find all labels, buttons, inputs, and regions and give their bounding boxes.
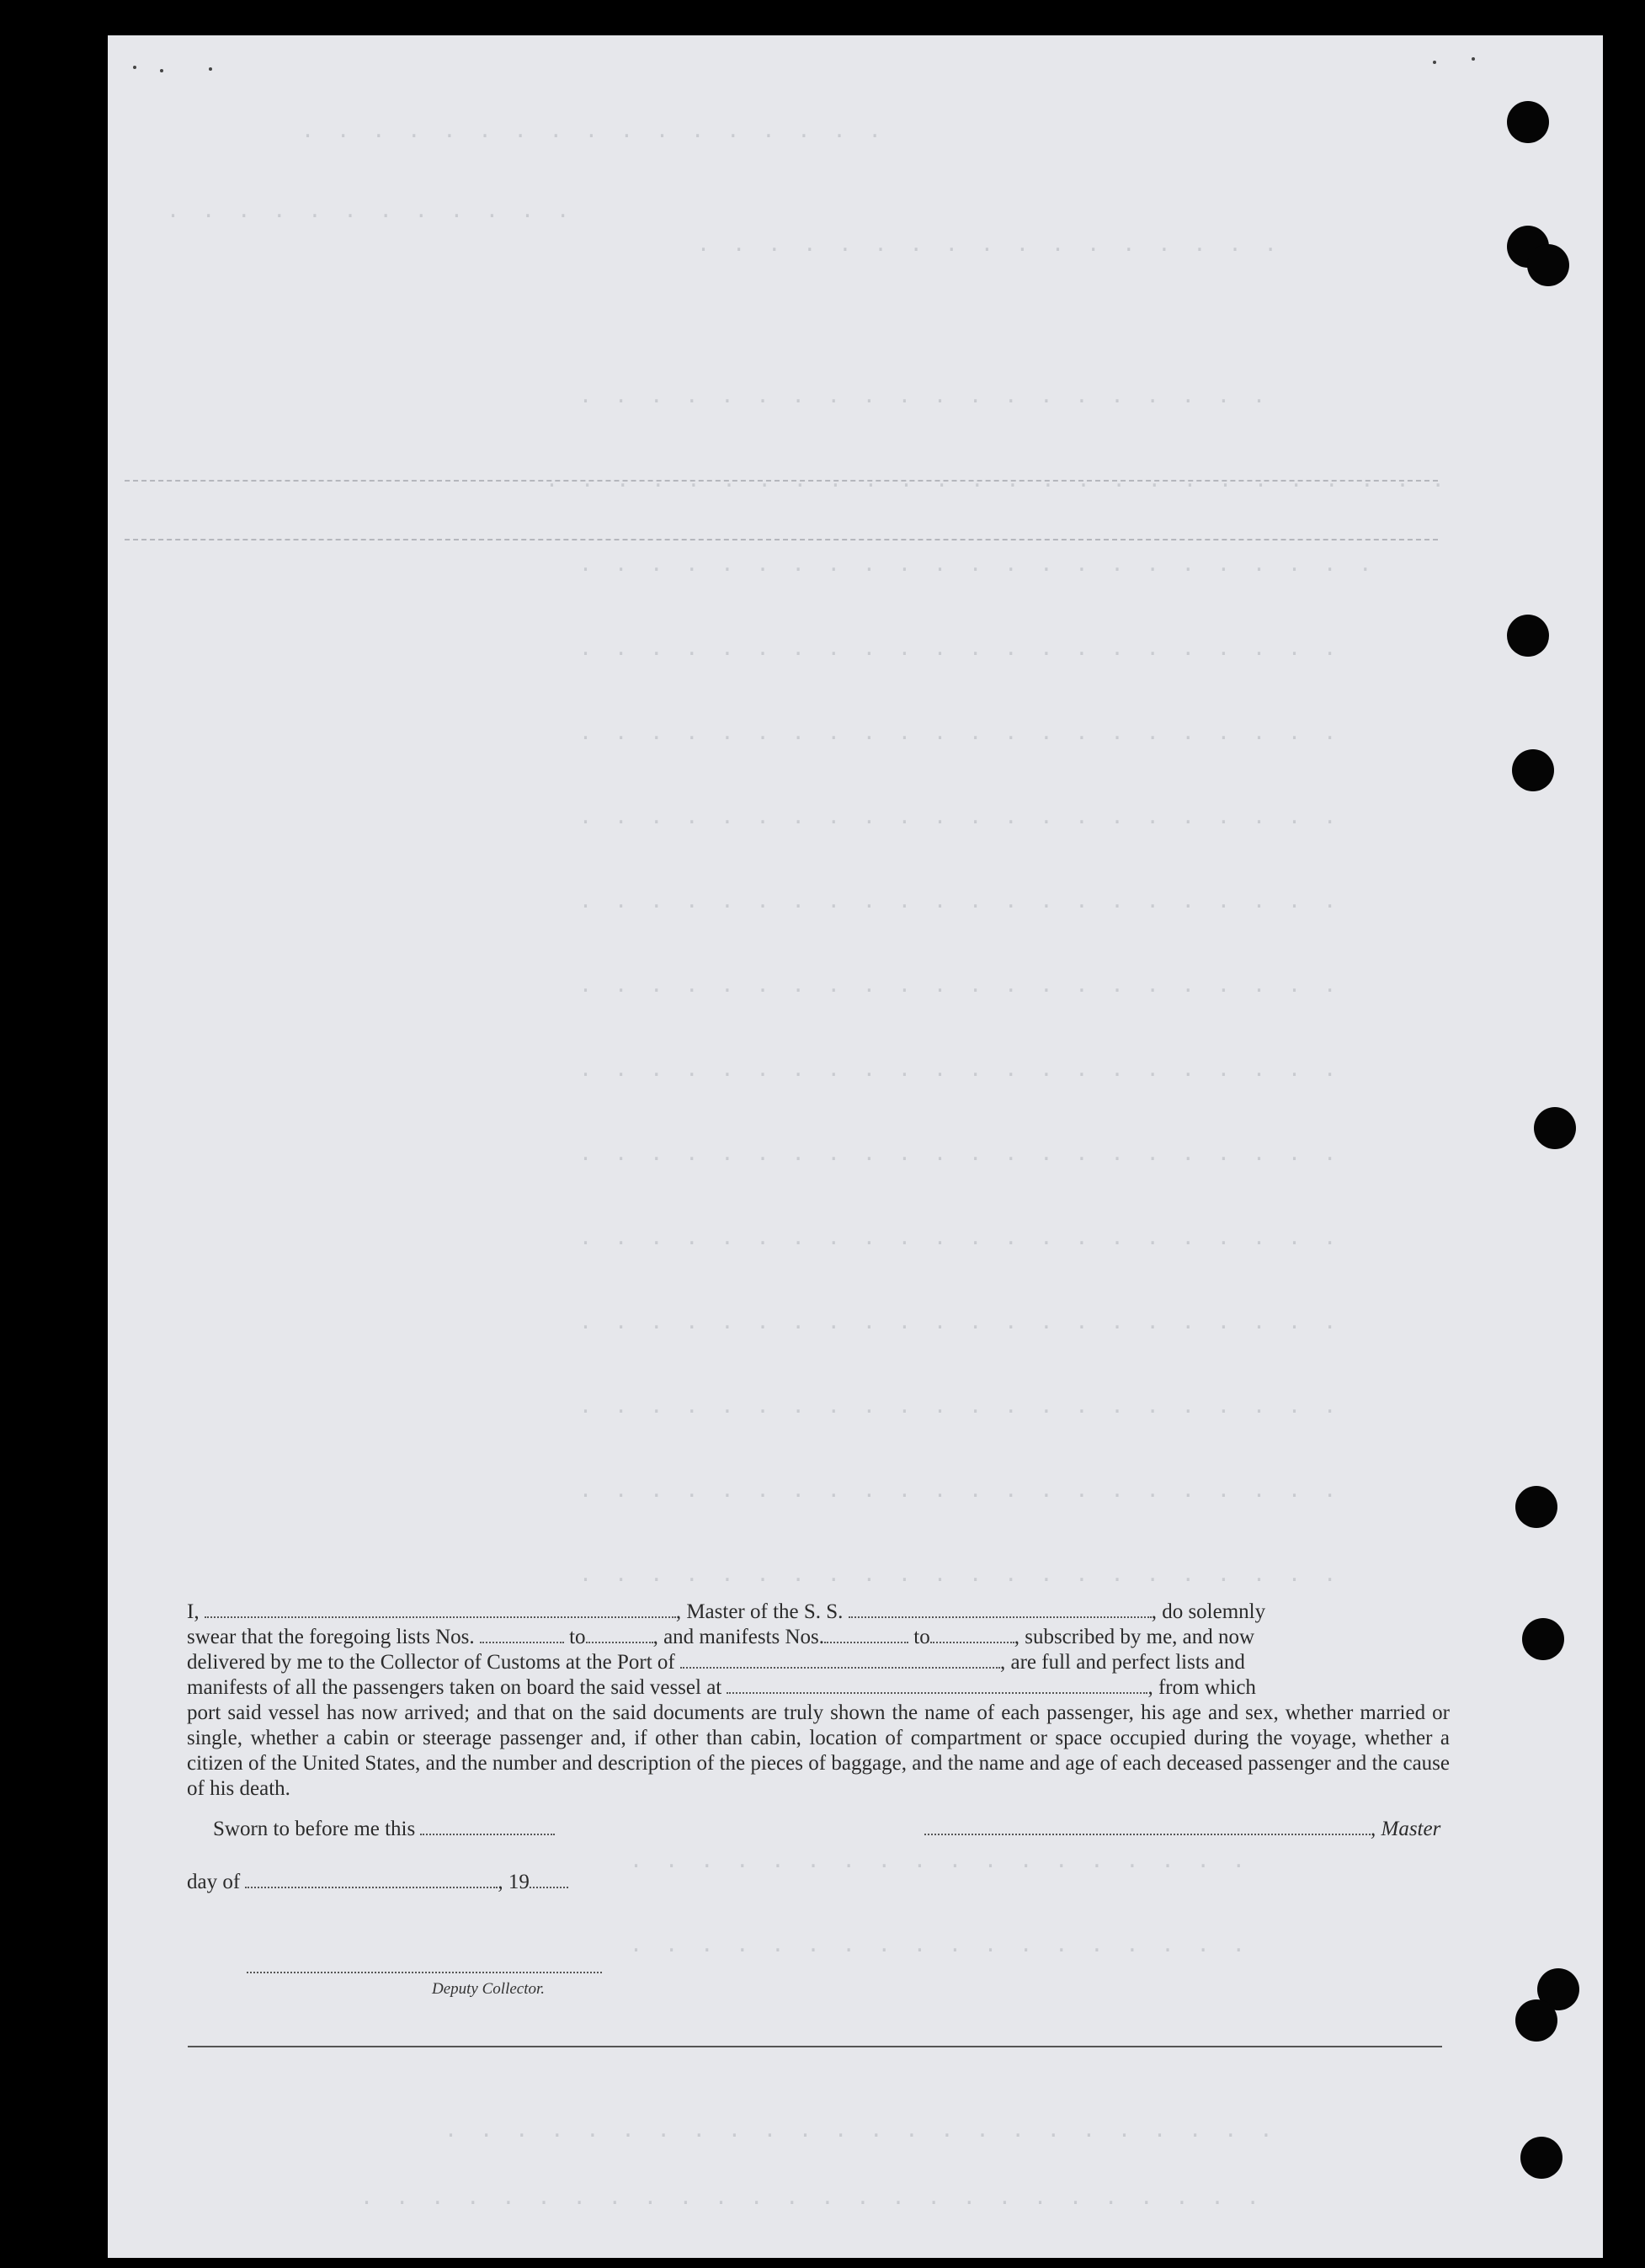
- punch-hole: [1520, 2137, 1562, 2179]
- manifests-to-field: [930, 1626, 1014, 1643]
- deputy-collector-label: Deputy Collector.: [432, 1980, 546, 1998]
- sworn-line: [213, 1818, 555, 1841]
- speck: [1433, 61, 1436, 64]
- oath-do-solemnly: , do solemnly: [1151, 1600, 1266, 1623]
- month-field: [245, 1871, 498, 1888]
- oath-body: port said vessel has now arrived; and that on the said documents are truly shown the name of each passenger, his age and sex, whether married or single, whether a cabin or steerage passenger and, if other than cabin, location of compartment or space occupied during the voyage, whether a citizen of the United States, and the number and description of the pieces of baggage, and the name and age of each deceased passenger and the cause of his death.: [187, 1701, 1450, 1800]
- oath-paragraph: [187, 1600, 1450, 1802]
- master-name-field: [205, 1601, 676, 1618]
- ghost-rule: [125, 539, 1438, 540]
- sworn-label: Sworn to before me this: [213, 1818, 416, 1840]
- oath-to-1: to: [569, 1626, 586, 1648]
- oath-port-of: delivered by me to the Collector of Customs at the Port of: [187, 1651, 675, 1674]
- vessel-name-field: [849, 1601, 1152, 1618]
- lists-from-field: [480, 1626, 564, 1643]
- oath-taken-on-board: manifests of all the passengers taken on board the said vessel at: [187, 1676, 722, 1699]
- oath-line-4: [187, 1675, 1450, 1701]
- day-of-label: day of: [187, 1871, 241, 1893]
- bleed-through-text: · · · · · · · · · · · · · · · · · · · · · · · · · · · · · · · · · · · · · · · · · · · · · · · · · · · · · · · · · · · · · · · · · · · · · · · · · · · · · · · · · · · · · · · · · · · · · · · · · · · · · · · · · · · · · · · · · · · · · · · · · · · · · · · · · · · · · · · · · · · · · · · · · · · · · · · · · · · · · · · · · · · · · · · · · · · · · · · · · · · · · · · · · · · · · · · · · · · · · · · · · · · · · · · · · · · · · · · · · · · · · · · · · · · · · · · · · · · · · · · · · · · · · · · · · · · · · · · · · · · · · · · · · · · · · · · · · · · · · · · · · · · · · · · · · · · · · · · · · · · · · · · · · · · · · · · · · · · · · · · · · · · · · · · · · · · · · · · · · · · · · · · · · · · · · · · · · · · · · · · · · · · · · · · · · · · · · · · · · · · · · · · · · · · · · · · · · · · · · · · · · · · · · · · · · · · · · · · · · · · · · · · · · · · · · · · · · · · · · · · · · · · · · · · · · · · · · · · · · · · · · · · · ·: [167, 124, 1450, 2215]
- speck: [133, 66, 136, 69]
- oath-master-of: , Master of the S. S.: [675, 1600, 844, 1623]
- oath-full-perfect: , are full and perfect lists and: [1000, 1651, 1245, 1674]
- bottom-rule: [188, 2046, 1442, 2047]
- punch-hole: [1522, 1618, 1564, 1660]
- deputy-signature-field: [247, 1972, 602, 1973]
- manifest-page: [108, 35, 1603, 2258]
- oath-line-3: [187, 1650, 1450, 1675]
- year-label: , 19: [498, 1871, 530, 1893]
- oath-manifests-nos: , and manifests Nos.: [652, 1626, 825, 1648]
- master-label: , Master: [1371, 1818, 1441, 1840]
- punch-hole: [1507, 615, 1549, 657]
- departure-port-field: [727, 1677, 1147, 1694]
- speck: [160, 69, 163, 72]
- punch-hole: [1512, 749, 1554, 791]
- oath-to-2: to: [913, 1626, 930, 1648]
- oath-subscribed: , subscribed by me, and now: [1014, 1626, 1255, 1648]
- master-signature-line: [924, 1818, 1440, 1841]
- port-field: [680, 1652, 1000, 1669]
- punch-hole: [1527, 244, 1569, 286]
- speck: [209, 67, 212, 71]
- lists-to-field: [586, 1626, 653, 1643]
- oath-line-2: [187, 1625, 1450, 1650]
- oath-lists-nos: swear that the foregoing lists Nos.: [187, 1626, 475, 1648]
- master-signature-field: [924, 1818, 1371, 1835]
- oath-line-1: [187, 1600, 1450, 1625]
- ghost-rule: [125, 480, 1438, 482]
- speck: [1472, 57, 1475, 61]
- punch-hole: [1534, 1107, 1576, 1149]
- oath-from-which: , from which: [1147, 1676, 1256, 1699]
- oath-lead: I,: [187, 1600, 200, 1623]
- punch-hole: [1507, 101, 1549, 143]
- punch-hole: [1515, 1486, 1557, 1528]
- punch-hole: [1515, 1999, 1557, 2042]
- sworn-day-field: [420, 1818, 555, 1835]
- year-field: [530, 1871, 568, 1888]
- date-line: [187, 1871, 568, 1894]
- manifests-from-field: [824, 1626, 908, 1643]
